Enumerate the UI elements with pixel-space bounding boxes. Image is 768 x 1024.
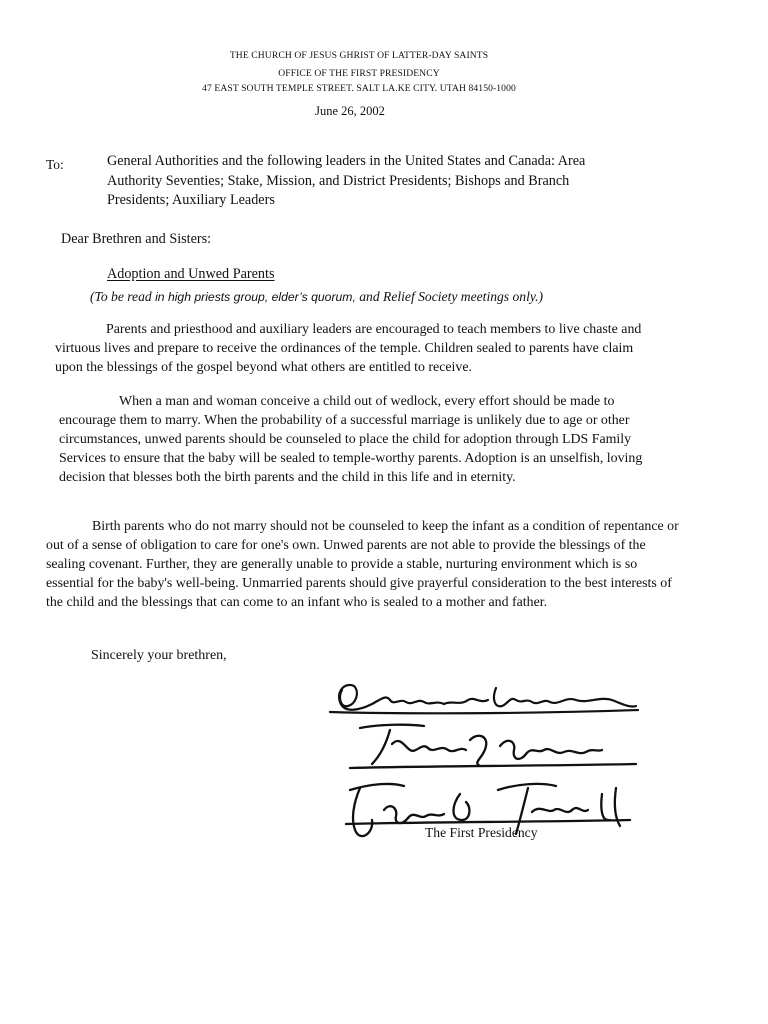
subject-heading: Adoption and Unwed Parents: [107, 266, 275, 282]
instruction-part-3: and Relief Society meetings only.): [355, 289, 544, 304]
paragraph-1: Parents and priesthood and auxiliary leaders are encouraged to teach members to live chaste and virtuous lives and prepare to receive the ordinances of the temple. Children sealed to parents have claim upon the blessings of the gospel beyond what others are entitled to receive.: [55, 322, 642, 376]
letter-date: June 26, 2002: [315, 104, 385, 118]
closing: Sincerely your brethren,: [91, 648, 227, 663]
instruction-part-1: (To be read: [90, 289, 156, 304]
signature-label: The First Presidency: [425, 825, 538, 840]
letterhead-church: THE CHURCH OF JESUS GHRIST OF LATTER-DAY SAINTS: [229, 50, 489, 61]
to-label: To:: [46, 157, 64, 172]
signature-monson: [350, 725, 636, 768]
paragraph-2: When a man and woman conceive a child out of wedlock, every effort should be made to encourage them to marry. When the probability of a successful marriage is unlikely due to age or other circumstances, unwed parents should be counseled to place the child for adoption through LDS Family Services to ensure that the baby will be sealed to temple-worthy parents. Adoption is an unselfish, loving decision that blesses both the birth parents and the child in this life and in eternity.: [59, 394, 643, 486]
reading-instruction: [90, 289, 543, 305]
letterhead-office: OFFICE OF THE FIRST PRESIDENCY: [278, 68, 440, 79]
signature-hinckley: [330, 685, 638, 713]
instruction-part-2: in high priests group, elder’s quorum,: [155, 290, 356, 304]
recipients: General Authorities and the following leaders in the United States and Canada: Area Authority Seventies; Stake, Mission, and District Presidents; Bishops and Branch Presidents; Auxiliary Leaders: [107, 153, 586, 208]
paragraph-3: Birth parents who do not marry should not be counseled to keep the infant as a condition of repentance or out of a sense of obligation to care for one's own. Unwed parents are not able to provide the blessings of the sealing covenant. Further, they are generally unable to provide a stable, nurturing environment which is so essential for the baby's well-being. Unmarried parents should give prayerful consideration to the best interests of the child and the blessings that can come to an infant who is sealed to a mother and father.: [46, 519, 679, 611]
salutation: Dear Brethren and Sisters:: [61, 231, 212, 247]
letterhead-address: 47 EAST SOUTH TEMPLE STREET. SALT LA.KE CITY. UTAH 84150-1000: [202, 83, 516, 94]
